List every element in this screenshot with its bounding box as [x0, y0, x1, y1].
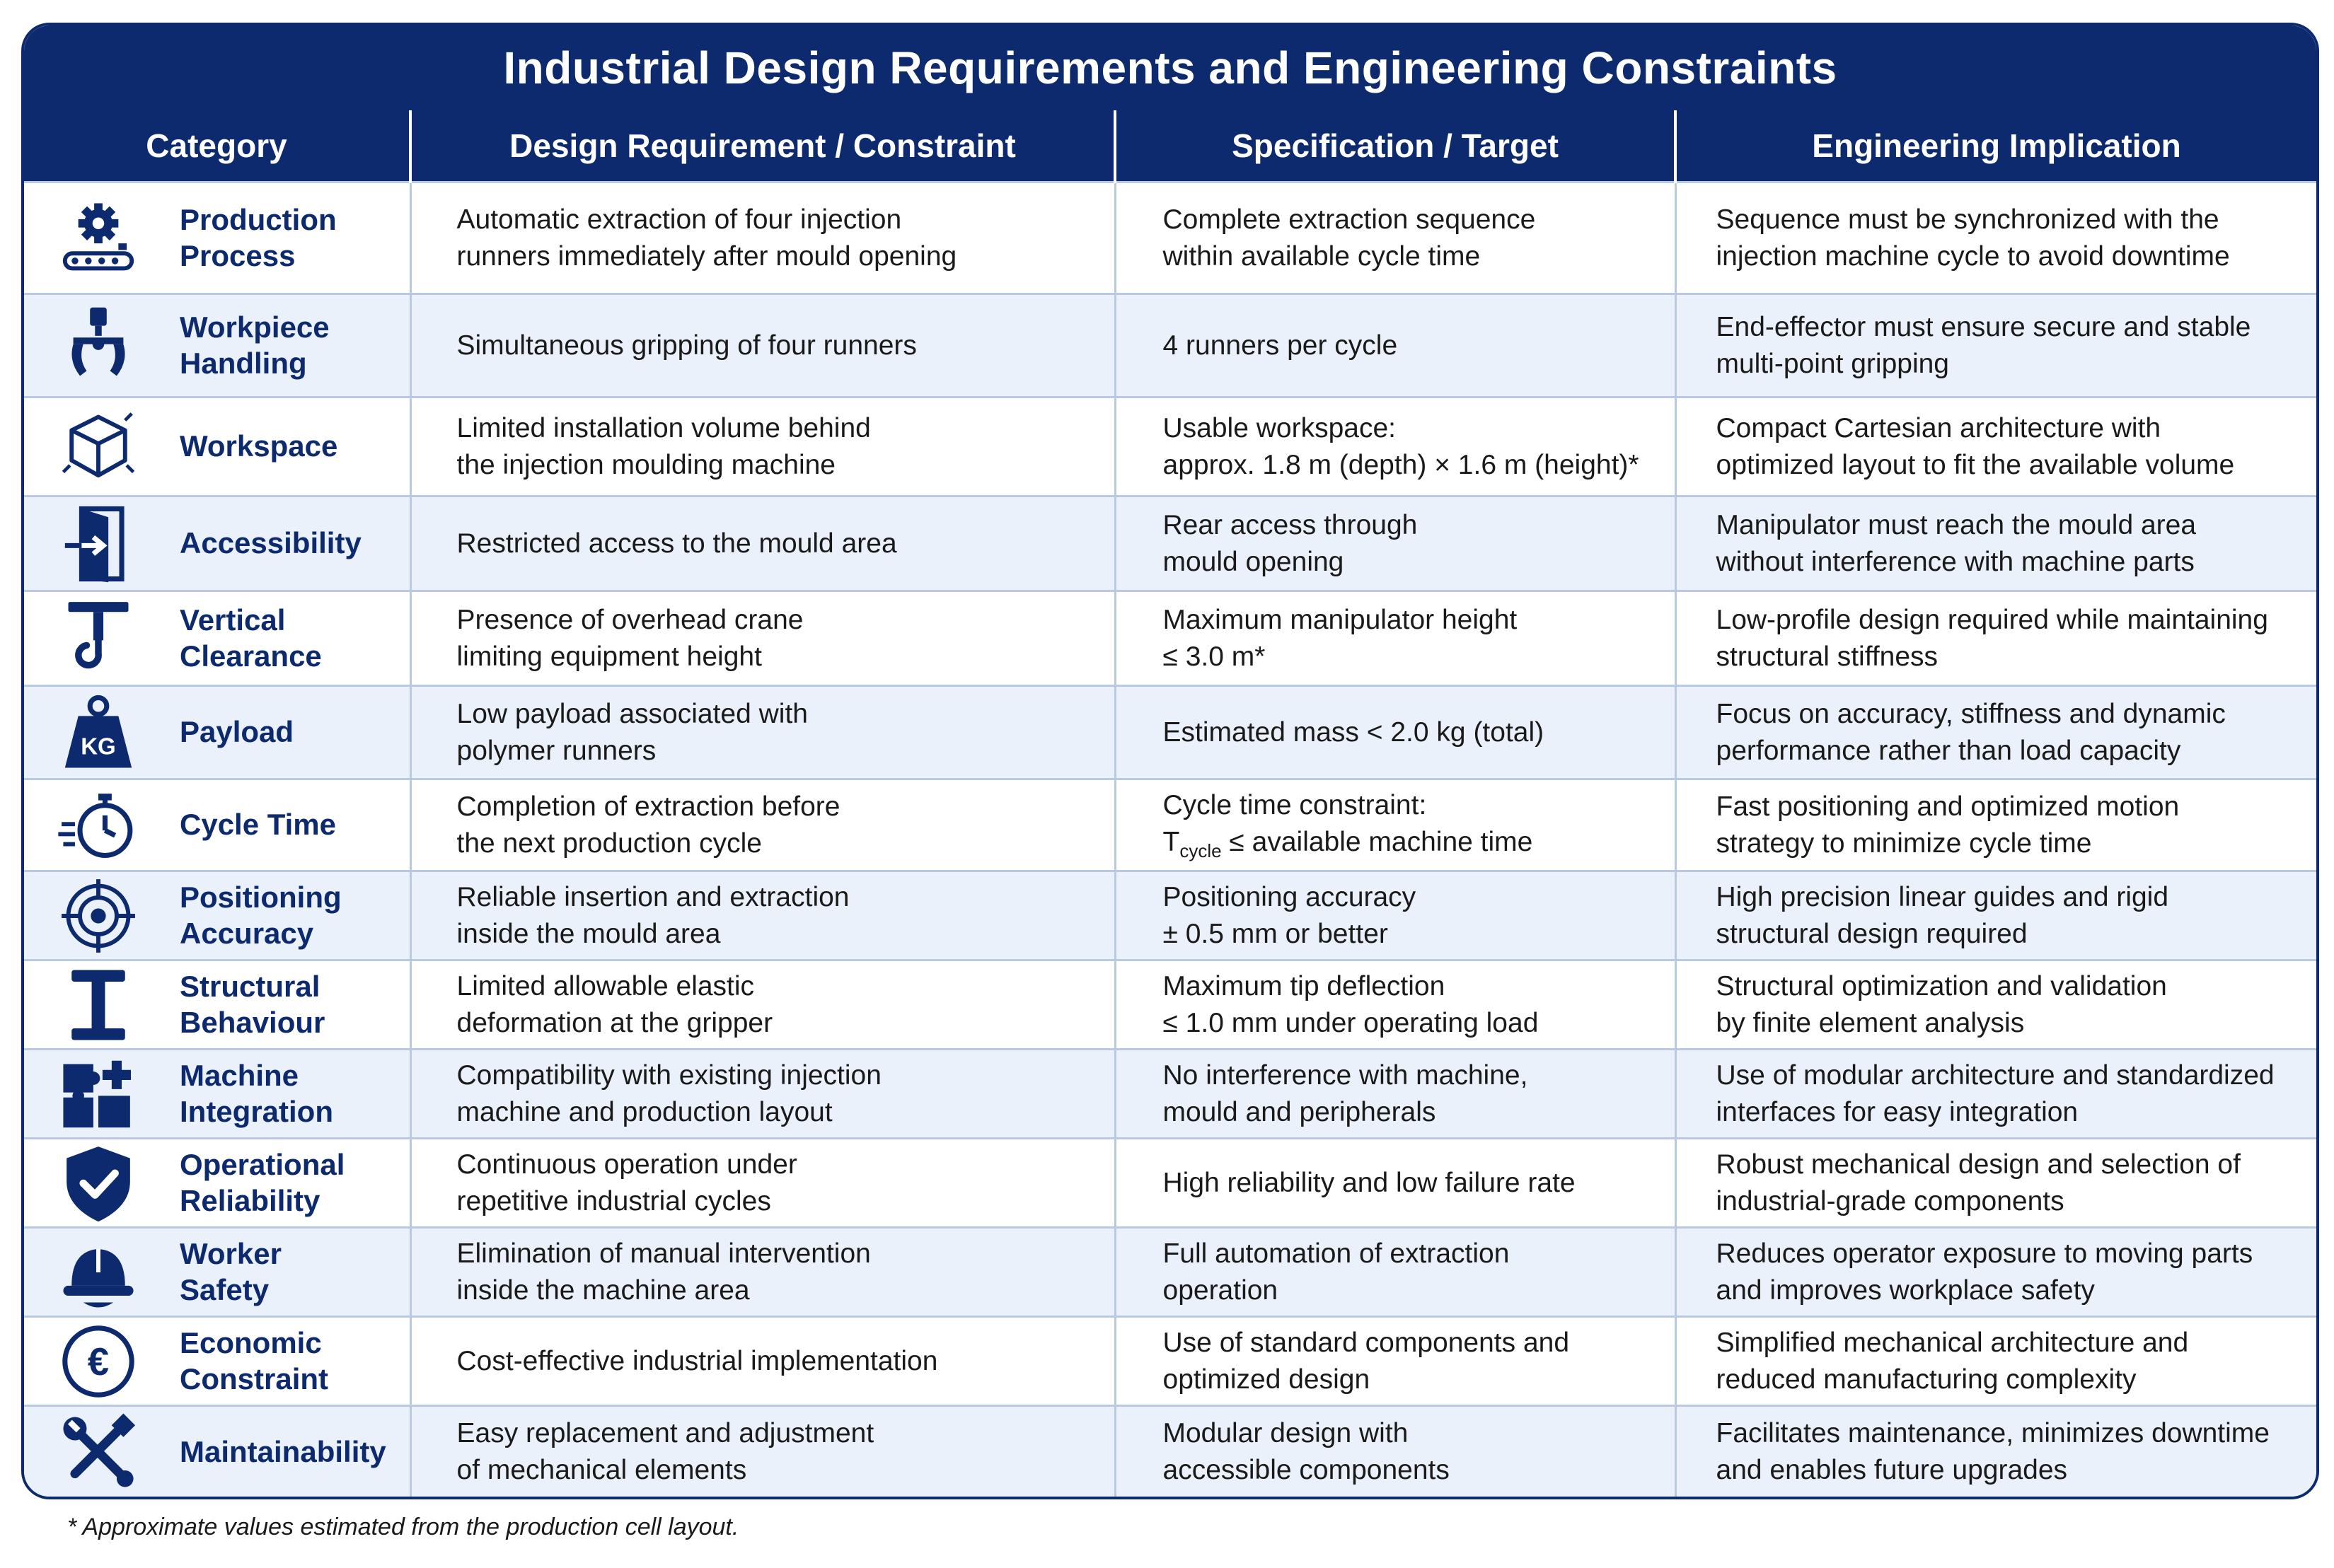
requirement-cell	[410, 1050, 1115, 1139]
header-row	[24, 110, 2316, 182]
implication-line: Robust mechanical design and selection of	[1716, 1149, 2241, 1180]
implication-line: High precision linear guides and rigid	[1716, 881, 2169, 912]
spec-line: Maximum tip deflection	[1162, 970, 1445, 1001]
requirement-cell	[410, 397, 1115, 496]
requirement-line: repetitive industrial cycles	[456, 1185, 771, 1216]
implication-line: Fast positioning and optimized motion	[1716, 791, 2180, 822]
implication-line: Structural optimization and validation	[1716, 970, 2167, 1001]
requirement-line: Limited allowable elastic	[456, 970, 755, 1001]
requirement-line: deformation at the gripper	[456, 1007, 773, 1038]
svg-text:€: €	[87, 1340, 110, 1383]
category-label	[180, 969, 325, 1040]
implication-line: optimized layout to fit the available volume	[1716, 449, 2235, 480]
spec-line: mould and peripherals	[1162, 1096, 1436, 1127]
implication-cell	[1675, 1139, 2316, 1228]
category-cell	[24, 1050, 410, 1139]
requirement-line: Low payload associated with	[456, 698, 808, 729]
requirement-line: of mechanical elements	[456, 1455, 747, 1486]
shield-check-icon	[52, 1142, 144, 1225]
requirement-cell	[410, 779, 1115, 871]
requirement-cell	[410, 294, 1115, 397]
implication-cell	[1675, 871, 2316, 960]
implication-cell	[1675, 1406, 2316, 1498]
implication-cell	[1675, 686, 2316, 779]
category-line: Payload	[180, 715, 294, 749]
category-label	[180, 714, 294, 750]
title-bar	[24, 25, 2316, 110]
implication-line: Focus on accuracy, stiffness and dynamic	[1716, 698, 2226, 729]
category-label	[180, 310, 330, 381]
requirement-line: Continuous operation under	[456, 1149, 797, 1180]
table-row	[24, 1406, 2316, 1498]
requirement-line: Compatibility with existing injection	[456, 1059, 882, 1091]
category-label	[180, 1325, 328, 1397]
category-line: Constraint	[180, 1361, 328, 1395]
spec-cell	[1115, 182, 1675, 294]
category-line: Workpiece	[180, 310, 330, 344]
category-cell	[24, 686, 410, 779]
requirement-cell	[410, 1406, 1115, 1498]
category-cell	[24, 779, 410, 871]
requirement-cell	[410, 496, 1115, 591]
svg-text:KG: KG	[81, 733, 116, 760]
euro-coin-icon	[52, 1320, 144, 1403]
category-line: Accessibility	[180, 526, 362, 560]
spec-line: Maximum manipulator height	[1162, 604, 1518, 635]
requirement-line: Presence of overhead crane	[456, 604, 804, 635]
category-line: Safety	[180, 1272, 270, 1306]
crane-hook-icon	[52, 597, 144, 680]
spec-line: Full automation of extraction	[1162, 1238, 1510, 1269]
table-row	[24, 1139, 2316, 1228]
table-row	[24, 1317, 2316, 1406]
implication-line: performance rather than load capacity	[1716, 735, 2181, 766]
spec-cell	[1115, 1317, 1675, 1406]
implication-line: Low-profile design required while maintaining	[1716, 604, 2268, 635]
spec-cell	[1115, 294, 1675, 397]
category-label	[180, 202, 337, 274]
spec-line: Usable workspace:	[1162, 412, 1396, 443]
table-frame	[21, 23, 2319, 1499]
requirement-line: inside the machine area	[456, 1274, 750, 1306]
requirement-line: limiting equipment height	[456, 641, 762, 672]
category-cell	[24, 871, 410, 960]
i-beam-icon	[52, 963, 144, 1047]
category-line: Vertical	[180, 603, 286, 637]
header-requirement: Design Requirement / Constraint	[410, 110, 1115, 182]
header-implication: Engineering Implication	[1675, 110, 2316, 182]
implication-line: without interference with machine parts	[1716, 546, 2195, 577]
spec-cell	[1115, 871, 1675, 960]
requirement-line: Restricted access to the mould area	[456, 528, 897, 559]
category-label	[180, 1147, 345, 1219]
category-line: Operational	[180, 1148, 345, 1182]
spec-cell	[1115, 1050, 1675, 1139]
stopwatch-icon	[52, 784, 144, 867]
spec-line: optimized design	[1162, 1364, 1370, 1395]
implication-line: industrial-grade components	[1716, 1185, 2064, 1216]
header-category: Category	[24, 110, 410, 182]
spec-line: Use of standard components and	[1162, 1327, 1570, 1358]
implication-line: by finite element analysis	[1716, 1007, 2025, 1038]
implication-line: Manipulator must reach the mould area	[1716, 509, 2197, 540]
page-title: Industrial Design Requirements and Engineering Constraints	[503, 42, 1837, 93]
spec-line: ≤ 1.0 mm under operating load	[1162, 1007, 1539, 1038]
category-label	[180, 880, 342, 951]
category-cell	[24, 1228, 410, 1317]
table-row	[24, 1050, 2316, 1139]
table-row	[24, 686, 2316, 779]
spec-line: ≤ 3.0 m*	[1162, 641, 1266, 672]
implication-cell	[1675, 1228, 2316, 1317]
implication-cell	[1675, 397, 2316, 496]
implication-cell	[1675, 779, 2316, 871]
hard-hat-icon	[52, 1231, 144, 1314]
implication-line: Reduces operator exposure to moving parts	[1716, 1238, 2253, 1269]
requirement-line: Reliable insertion and extraction	[456, 881, 850, 912]
table-row	[24, 960, 2316, 1050]
implication-line: strategy to minimize cycle time	[1716, 827, 2092, 859]
implication-line: Compact Cartesian architecture with	[1716, 412, 2161, 443]
wrench-screwdriver-icon	[52, 1410, 144, 1494]
category-label	[180, 1058, 333, 1129]
spec-line: Cycle time constraint:	[1162, 789, 1427, 820]
implication-line: Sequence must be synchronized with the	[1716, 204, 2219, 235]
spec-cell	[1115, 960, 1675, 1050]
spec-line: High reliability and low failure rate	[1162, 1167, 1576, 1198]
implication-cell	[1675, 591, 2316, 686]
spec-cell	[1115, 591, 1675, 686]
requirement-line: Automatic extraction of four injection	[456, 204, 902, 235]
requirement-line: the next production cycle	[456, 827, 762, 859]
spec-line: mould opening	[1162, 546, 1344, 577]
requirement-line: polymer runners	[456, 735, 657, 766]
category-label	[180, 429, 337, 464]
requirement-line: inside the mould area	[456, 918, 721, 949]
table-row	[24, 591, 2316, 686]
requirement-cell	[410, 960, 1115, 1050]
category-line: Integration	[180, 1094, 333, 1128]
category-line: Accuracy	[180, 916, 314, 950]
spec-line: Modular design with	[1162, 1418, 1409, 1449]
header-specification: Specification / Target	[1115, 110, 1675, 182]
requirement-line: Simultaneous gripping of four runners	[456, 330, 917, 361]
category-cell	[24, 960, 410, 1050]
requirement-line: Easy replacement and adjustment	[456, 1418, 874, 1449]
requirement-cell	[410, 1228, 1115, 1317]
category-line: Positioning	[180, 881, 342, 914]
requirement-line: Completion of extraction before	[456, 791, 840, 822]
spec-cell	[1115, 686, 1675, 779]
category-line: Reliability	[180, 1183, 320, 1217]
spec-line: Positioning accuracy	[1162, 881, 1416, 912]
table-row	[24, 294, 2316, 397]
requirement-line: the injection moulding machine	[456, 449, 836, 480]
spec-cell	[1115, 397, 1675, 496]
implication-line: and enables future upgrades	[1716, 1455, 2068, 1486]
door-enter-icon	[52, 502, 144, 586]
implication-cell	[1675, 496, 2316, 591]
implication-line: Facilitates maintenance, minimizes downtime	[1716, 1418, 2270, 1449]
implication-line: structural design required	[1716, 918, 2028, 949]
category-label	[180, 603, 322, 674]
requirement-cell	[410, 686, 1115, 779]
requirement-cell	[410, 591, 1115, 686]
spec-line	[1163, 824, 1675, 863]
requirement-cell	[410, 182, 1115, 294]
implication-line: Simplified mechanical architecture and	[1716, 1327, 2189, 1358]
category-label	[180, 1434, 386, 1470]
spec-cell	[1115, 779, 1675, 871]
requirement-line: Cost-effective industrial implementation	[456, 1345, 938, 1376]
implication-cell	[1675, 294, 2316, 397]
category-cell	[24, 591, 410, 686]
robot-gripper-icon	[52, 304, 144, 388]
spec-line: ± 0.5 mm or better	[1162, 918, 1388, 949]
implication-cell	[1675, 182, 2316, 294]
category-line: Workspace	[180, 429, 338, 463]
category-label	[180, 1236, 282, 1308]
spec-cell	[1115, 1139, 1675, 1228]
category-line: Behaviour	[180, 1005, 325, 1039]
requirement-cell	[410, 1317, 1115, 1406]
spec-line: 4 runners per cycle	[1162, 330, 1398, 361]
puzzle-icon	[52, 1052, 144, 1136]
category-line: Production	[180, 203, 337, 237]
requirement-line: machine and production layout	[456, 1096, 833, 1127]
spec-line: No interference with machine,	[1162, 1059, 1528, 1091]
category-line: Process	[180, 238, 296, 272]
requirement-line: runners immediately after mould opening	[456, 240, 957, 272]
spec-cell	[1115, 496, 1675, 591]
table-row	[24, 397, 2316, 496]
gear-conveyor-icon	[52, 197, 144, 280]
requirement-cell	[410, 871, 1115, 960]
category-cell	[24, 1139, 410, 1228]
spec-line: approx. 1.8 m (depth) × 1.6 m (height)*	[1162, 449, 1639, 480]
spec-line: accessible components	[1162, 1455, 1450, 1486]
category-line: Worker	[180, 1237, 282, 1271]
spec-line: Rear access through	[1162, 509, 1418, 540]
spec-line: within available cycle time	[1162, 240, 1481, 272]
implication-line: injection machine cycle to avoid downtime	[1716, 240, 2230, 272]
category-cell	[24, 1317, 410, 1406]
spec-symbol: T	[1162, 826, 1180, 857]
implication-line: interfaces for easy integration	[1716, 1096, 2079, 1127]
category-cell	[24, 496, 410, 591]
spec-rest: ≤ available machine time	[1221, 826, 1533, 857]
category-cell	[24, 1406, 410, 1498]
category-line: Clearance	[180, 639, 322, 673]
category-line: Structural	[180, 970, 320, 1004]
cube-icon	[52, 405, 144, 489]
implication-cell	[1675, 1317, 2316, 1406]
table-row	[24, 496, 2316, 591]
implication-line: reduced manufacturing complexity	[1716, 1364, 2137, 1395]
category-line: Machine	[180, 1059, 299, 1093]
spec-line: operation	[1162, 1274, 1278, 1306]
category-label	[180, 807, 336, 842]
implication-line: Use of modular architecture and standardized	[1716, 1059, 2275, 1091]
spec-line: Complete extraction sequence	[1162, 204, 1536, 235]
target-icon	[52, 874, 144, 958]
category-cell	[24, 182, 410, 294]
table-row	[24, 871, 2316, 960]
requirements-table	[24, 110, 2316, 1498]
table-row	[24, 1228, 2316, 1317]
implication-line: End-effector must ensure secure and stable	[1716, 311, 2251, 342]
category-line: Economic	[180, 1326, 322, 1360]
category-line: Handling	[180, 346, 307, 380]
spec-subscript: cycle	[1179, 840, 1222, 861]
table-row	[24, 779, 2316, 871]
category-cell	[24, 294, 410, 397]
category-cell	[24, 397, 410, 496]
table-row	[24, 182, 2316, 294]
requirement-cell	[410, 1139, 1115, 1228]
footnote: * Approximate values estimated from the production cell layout.	[67, 1514, 739, 1540]
implication-cell	[1675, 1050, 2316, 1139]
implication-line: and improves workplace safety	[1716, 1274, 2095, 1306]
category-line: Cycle Time	[180, 808, 337, 842]
spec-line: Estimated mass < 2.0 kg (total)	[1162, 716, 1544, 748]
spec-cell	[1115, 1406, 1675, 1498]
requirement-line: Limited installation volume behind	[456, 412, 871, 443]
implication-line: structural stiffness	[1716, 641, 1939, 672]
category-line: Maintainability	[180, 1435, 386, 1469]
implication-cell	[1675, 960, 2316, 1050]
kg-weight-icon	[52, 691, 144, 774]
implication-line: multi-point gripping	[1716, 348, 1950, 379]
spec-cell	[1115, 1228, 1675, 1317]
requirement-line: Elimination of manual intervention	[456, 1238, 871, 1269]
category-label	[180, 525, 362, 561]
